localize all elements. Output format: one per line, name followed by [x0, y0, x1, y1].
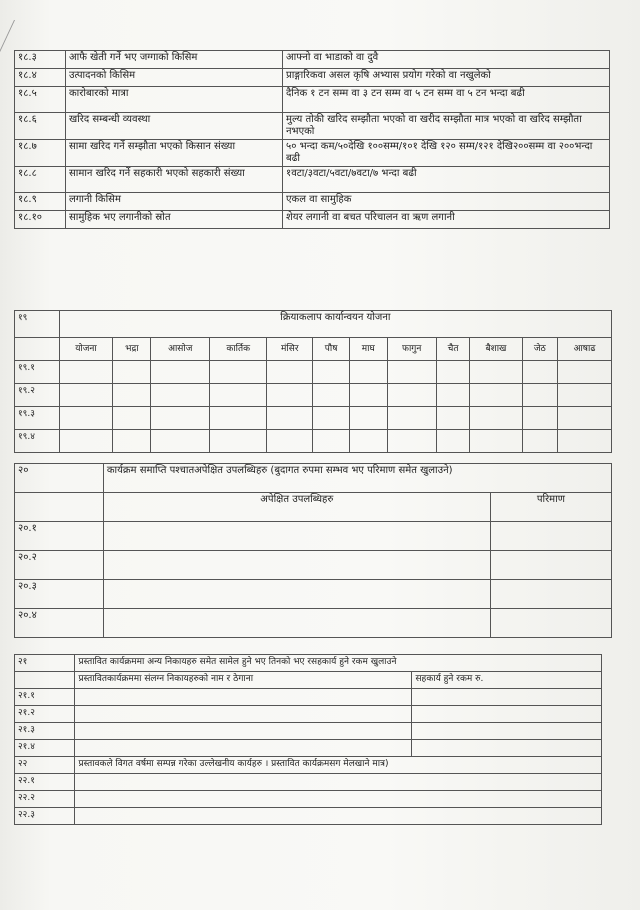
row-label: सामा खरिद गर्ने सम्झौता भएको किसान संख्या: [66, 140, 283, 167]
row-number: १८.९: [15, 193, 66, 211]
column-header: पौष: [313, 338, 350, 361]
blank-cell: [103, 551, 490, 580]
table-row: [15, 774, 602, 791]
blank-cell: [75, 689, 412, 706]
row-number: २१.४: [15, 740, 75, 757]
blank-cell: [350, 361, 388, 384]
column-header: आषाढ: [558, 338, 612, 361]
row-number: २२.३: [15, 808, 75, 825]
blank-cell: [267, 407, 313, 430]
activity-plan-table: [14, 310, 612, 453]
row-number: १८.१०: [15, 211, 66, 229]
row-number: २०.३: [15, 580, 104, 609]
blank-cell: [490, 580, 611, 609]
blank-cell: [387, 430, 436, 453]
row-number: २२.२: [15, 791, 75, 808]
row-number: १९.२: [15, 384, 60, 407]
row-number: १८.४: [15, 69, 66, 87]
table-row: [15, 791, 602, 808]
blank-cell: [522, 430, 557, 453]
section-title: प्रस्तावित कार्यक्रममा अन्य निकायहरु समेत सामेल हुने भए तिनको भए रसहकार्य हुने रकम खुलाउने: [75, 655, 602, 672]
blank-cell: [350, 384, 388, 407]
row-number: १९.३: [15, 407, 60, 430]
table-row: [15, 580, 612, 609]
table-row: [15, 140, 610, 167]
column-header: कार्तिक: [210, 338, 267, 361]
column-header: अपेक्षित उपलब्धिहरु: [103, 493, 490, 522]
blank-cell: [103, 609, 490, 638]
blank-cell: [113, 430, 151, 453]
row-number: २०.४: [15, 609, 104, 638]
column-header: फागुन: [387, 338, 436, 361]
blank-cell: [103, 580, 490, 609]
blank-cell: [350, 430, 388, 453]
blank-cell: [387, 384, 436, 407]
column-header: परिमाण: [490, 493, 611, 522]
blank-cell: [151, 361, 210, 384]
row-value: आफ्नो वा भाडाको वा दुवै: [283, 51, 610, 69]
page-fold-mark: [0, 20, 15, 60]
blank-cell: [15, 338, 60, 361]
blank-cell: [470, 361, 522, 384]
row-number: २१.३: [15, 723, 75, 740]
blank-cell: [267, 361, 313, 384]
column-header: जेठ: [522, 338, 557, 361]
blank-cell: [470, 407, 522, 430]
column-header: चैत: [436, 338, 469, 361]
blank-cell: [313, 430, 350, 453]
expected-outcomes-table: [14, 463, 612, 638]
row-value: १वटा/३वटा/५वटा/७वटा/७ भन्दा बढी: [283, 167, 610, 193]
table-row: [15, 51, 610, 69]
blank-cell: [113, 361, 151, 384]
row-label: लगानी किसिम: [66, 193, 283, 211]
blank-cell: [436, 384, 469, 407]
row-label: उत्पादनको किसिम: [66, 69, 283, 87]
row-value: दैनिक १ टन सम्म वा ३ टन सम्म वा ५ टन सम्म वा ५ टन भन्दा बढी: [283, 87, 610, 113]
row-number: १९.१: [15, 361, 60, 384]
table-row: [15, 211, 610, 229]
blank-cell: [151, 384, 210, 407]
table-row: [15, 706, 602, 723]
blank-cell: [490, 609, 611, 638]
table-row: [15, 740, 602, 757]
blank-cell: [313, 407, 350, 430]
blank-cell: [75, 723, 412, 740]
blank-cell: [75, 774, 602, 791]
blank-cell: [15, 493, 104, 522]
row-label: आफै खेती गर्ने भए जग्गाको किसिम: [66, 51, 283, 69]
row-number: १८.५: [15, 87, 66, 113]
blank-cell: [490, 551, 611, 580]
blank-cell: [436, 361, 469, 384]
blank-cell: [103, 522, 490, 551]
table-row: [15, 430, 612, 453]
column-header: आसोज: [151, 338, 210, 361]
blank-cell: [75, 706, 412, 723]
blank-cell: [59, 430, 112, 453]
table-row: [15, 723, 602, 740]
blank-cell: [412, 740, 602, 757]
blank-cell: [436, 407, 469, 430]
table-row: [15, 407, 612, 430]
row-number: १८.७: [15, 140, 66, 167]
section-title: क्रियाकलाप कार्यान्वयन योजना: [59, 311, 611, 338]
section-number: २०: [15, 464, 104, 493]
blank-cell: [412, 689, 602, 706]
column-header: माघ: [350, 338, 388, 361]
section-title: कार्यक्रम समाप्ति पश्चातअपेक्षित उपलब्धिहरु (बुदागत रुपमा सम्भव भए परिमाण समेत खुलाउने): [103, 464, 611, 493]
row-number: १९.४: [15, 430, 60, 453]
blank-cell: [15, 672, 75, 689]
blank-cell: [436, 430, 469, 453]
blank-cell: [59, 361, 112, 384]
row-label: कारोबारको मात्रा: [66, 87, 283, 113]
blank-cell: [210, 361, 267, 384]
blank-cell: [210, 407, 267, 430]
blank-cell: [412, 723, 602, 740]
table-row: [15, 167, 610, 193]
row-number: २१.१: [15, 689, 75, 706]
blank-cell: [522, 384, 557, 407]
section-number: २२: [15, 757, 75, 774]
blank-cell: [113, 407, 151, 430]
blank-cell: [313, 361, 350, 384]
month-header-row: [15, 338, 612, 361]
table-row: [15, 551, 612, 580]
section-22-header: [15, 757, 602, 774]
table-row: [15, 609, 612, 638]
row-number: २०.२: [15, 551, 104, 580]
row-label: सामुहिक भए लगानीको स्रोत: [66, 211, 283, 229]
row-label: सामान खरिद गर्ने सहकारी भएको सहकारी संख्या: [66, 167, 283, 193]
table-row: [15, 87, 610, 113]
column-header: योजना: [59, 338, 112, 361]
blank-cell: [313, 384, 350, 407]
blank-cell: [558, 430, 612, 453]
blank-cell: [210, 384, 267, 407]
row-number: १८.३: [15, 51, 66, 69]
blank-cell: [75, 808, 602, 825]
blank-cell: [490, 522, 611, 551]
blank-cell: [59, 384, 112, 407]
column-header: सहकार्य हुने रकम रु.: [412, 672, 602, 689]
table-row: [15, 361, 612, 384]
partners-table: [14, 654, 602, 825]
blank-cell: [558, 407, 612, 430]
blank-cell: [350, 407, 388, 430]
blank-cell: [267, 384, 313, 407]
row-number: २०.१: [15, 522, 104, 551]
column-header: मंसिर: [267, 338, 313, 361]
row-number: २१.२: [15, 706, 75, 723]
row-value: एकल वा सामुहिक: [283, 193, 610, 211]
blank-cell: [75, 740, 412, 757]
row-number: १८.८: [15, 167, 66, 193]
table-row: [15, 113, 610, 140]
column-header: प्रस्तावितकार्यक्रममा संलग्न निकायहरुको नाम र ठेगाना: [75, 672, 412, 689]
blank-cell: [267, 430, 313, 453]
blank-cell: [151, 407, 210, 430]
blank-cell: [387, 361, 436, 384]
row-value: प्राङ्गारिकवा असल कृषि अभ्यास प्रयोग गरेको वा नखुलेको: [283, 69, 610, 87]
table-row: [15, 808, 602, 825]
section-number: २१: [15, 655, 75, 672]
blank-cell: [470, 430, 522, 453]
table-row: [15, 689, 602, 706]
section-title: प्रस्तावकले विगत वर्षमा सम्पन्न गरेका उल्लेखनीय कार्यहरु । प्रस्तावित कार्यक्रमसग मेलखाने मात्र): [75, 757, 602, 774]
row-value: ५० भन्दा कम/५०देखि १००सम्म/१०१ देखि १२० सम्म/१२१ देखि२००सम्म वा २००भन्दा बढी: [283, 140, 610, 167]
blank-cell: [558, 361, 612, 384]
details-table: [14, 50, 610, 229]
blank-cell: [412, 706, 602, 723]
table-row: [15, 193, 610, 211]
blank-cell: [522, 361, 557, 384]
row-value: शेयर लगानी वा बचत परिचालन वा ऋण लगानी: [283, 211, 610, 229]
column-header: बैशाख: [470, 338, 522, 361]
blank-cell: [75, 791, 602, 808]
row-label: खरिद सम्बन्धी व्यवस्था: [66, 113, 283, 140]
blank-cell: [387, 407, 436, 430]
row-number: २२.१: [15, 774, 75, 791]
blank-cell: [113, 384, 151, 407]
blank-cell: [151, 430, 210, 453]
column-header: भद्रा: [113, 338, 151, 361]
table-row: [15, 69, 610, 87]
blank-cell: [210, 430, 267, 453]
blank-cell: [558, 384, 612, 407]
blank-cell: [59, 407, 112, 430]
table-row: [15, 522, 612, 551]
blank-cell: [522, 407, 557, 430]
row-value: मुल्य तोकी खरिद सम्झौता भएको वा खरीद सम्झौता मात्र भएको वा खरिद सम्झौता नभएको: [283, 113, 610, 140]
row-number: १८.६: [15, 113, 66, 140]
section-number: १९: [15, 311, 60, 338]
blank-cell: [470, 384, 522, 407]
table-row: [15, 384, 612, 407]
